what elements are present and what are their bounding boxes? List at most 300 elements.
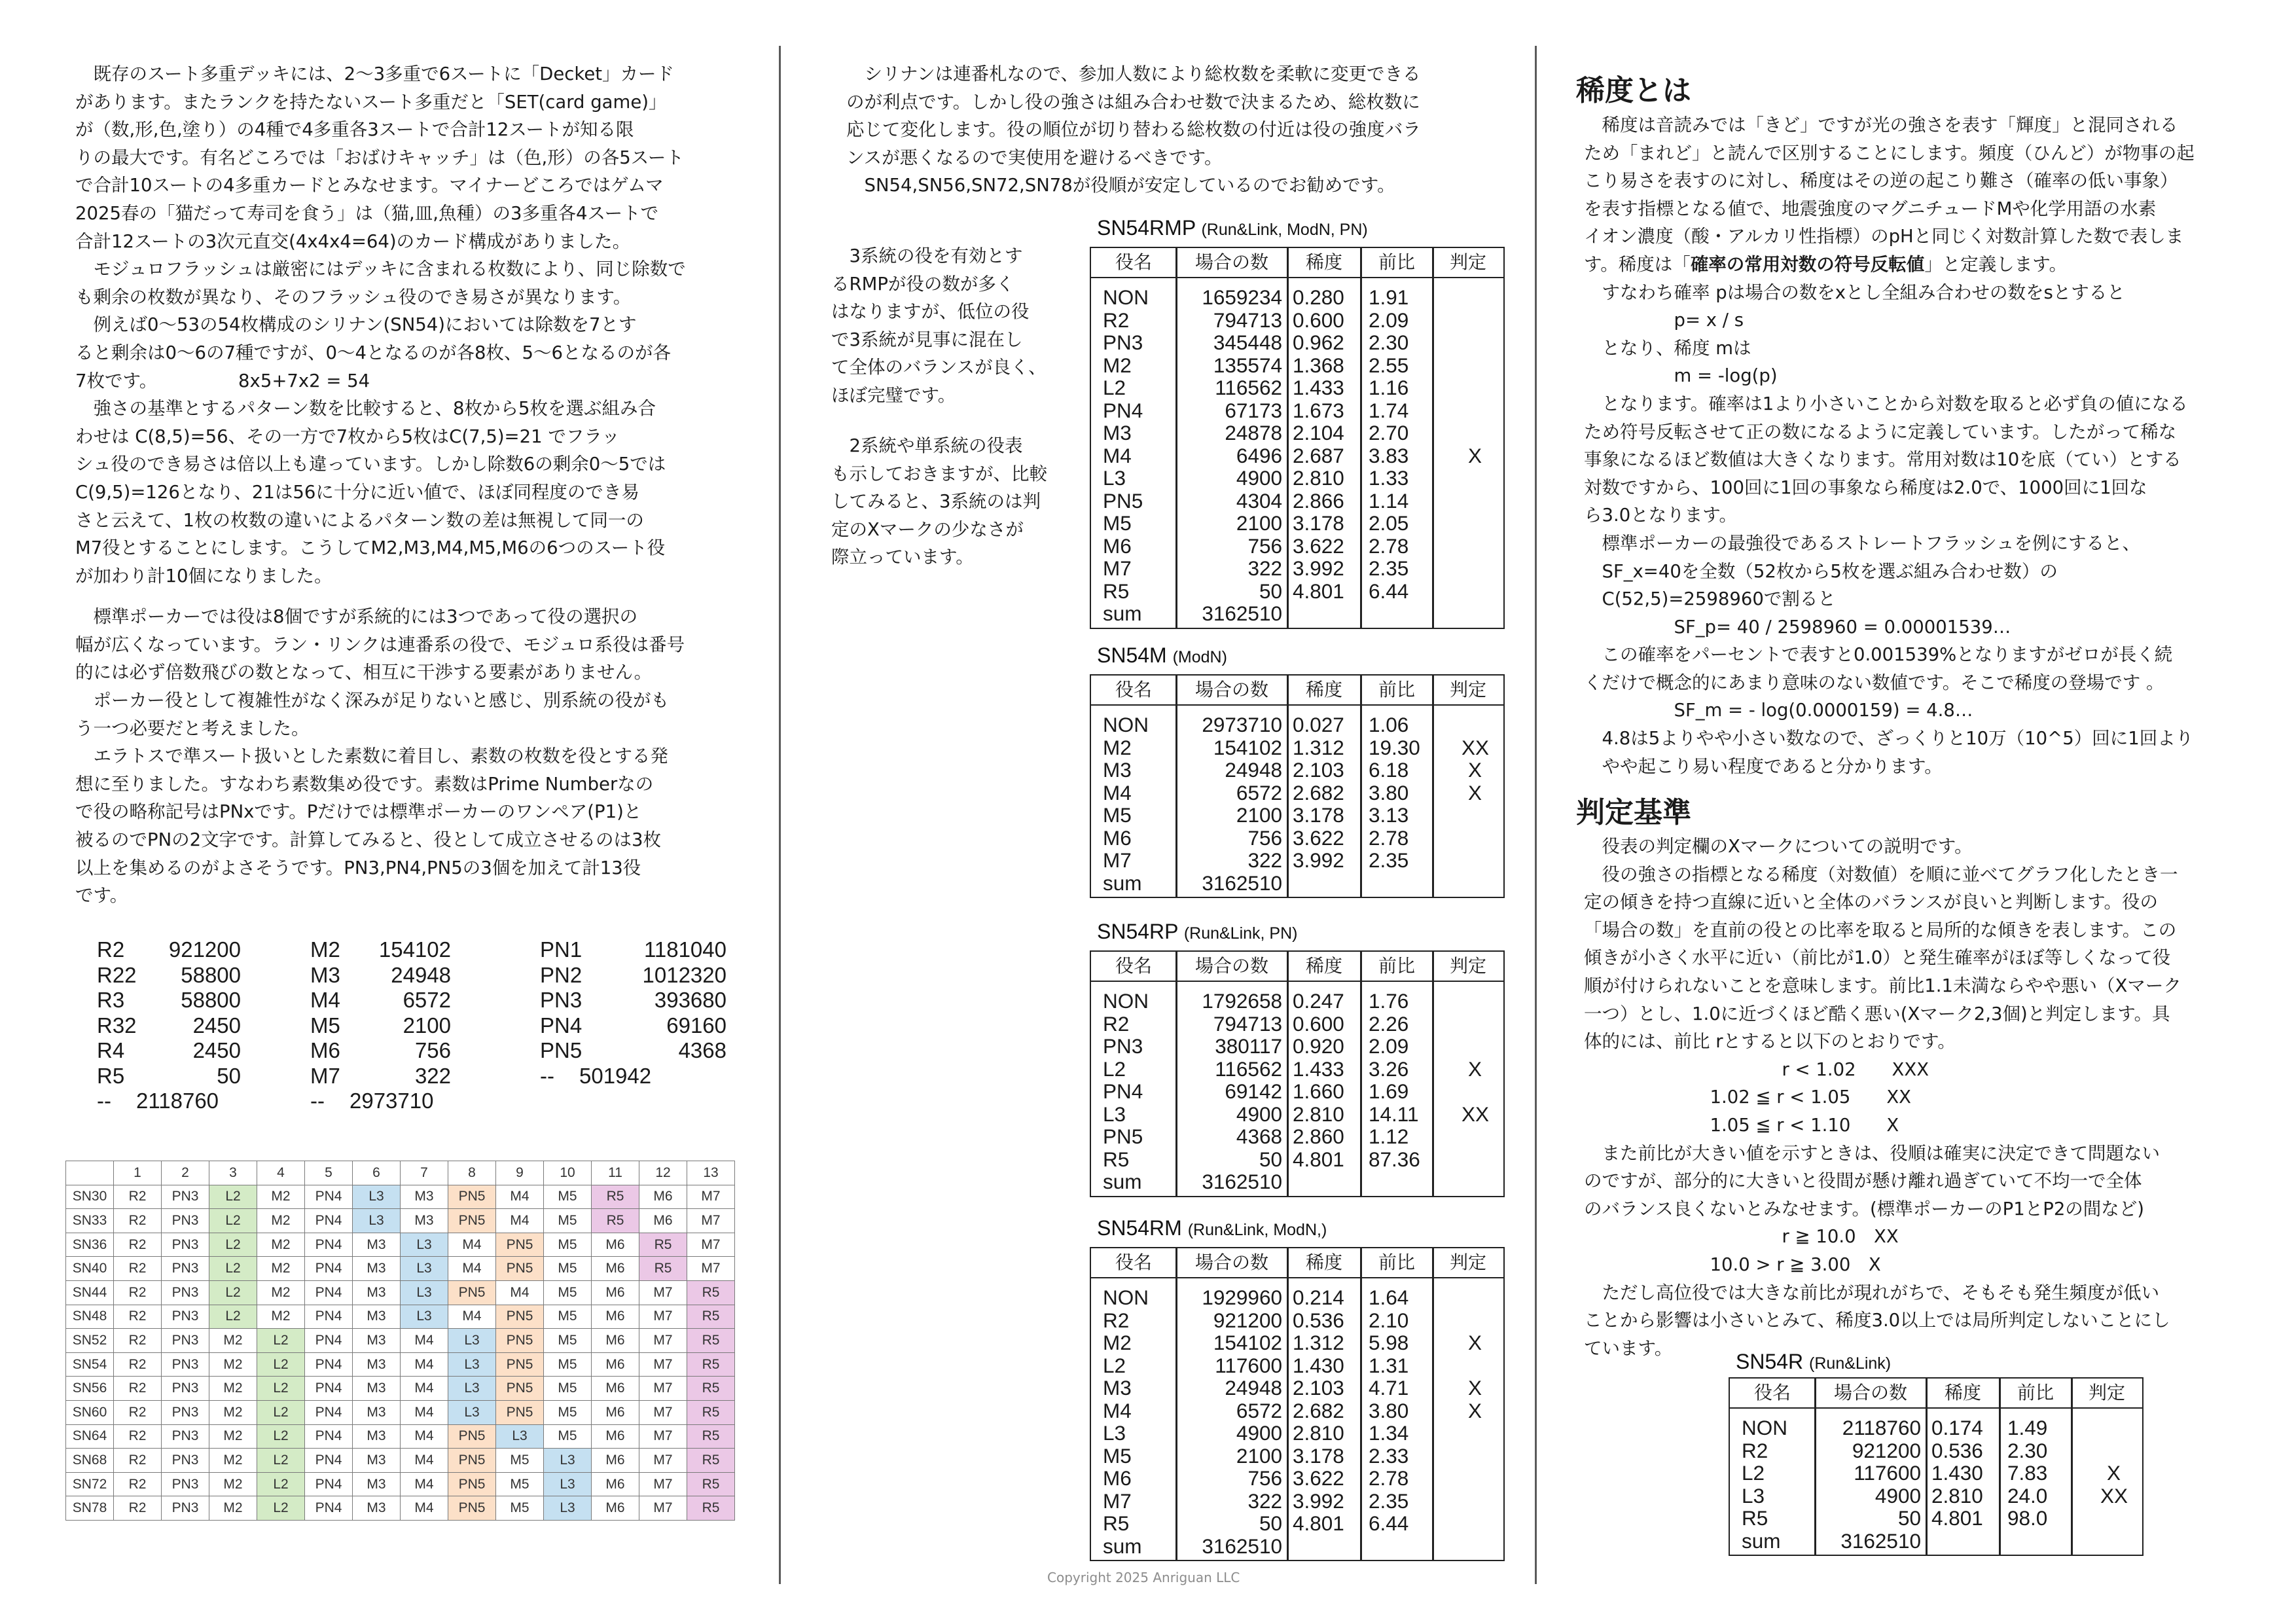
table-row (1091, 286, 1503, 309)
table-header (1091, 248, 1503, 278)
grid-cell: PN3 (162, 1424, 209, 1449)
ratio-value: 1.31 (1369, 1353, 1409, 1377)
grid-cell: PN4 (305, 1449, 353, 1473)
text-line: SF_p= 40 / 2598960 = 0.00001539… (1584, 616, 2011, 638)
grid-cell: PN3 (162, 1449, 209, 1473)
grid-cell: M3 (353, 1400, 401, 1424)
table-title (1097, 920, 1297, 944)
grid-header-cell: 5 (305, 1161, 353, 1185)
ratio-value: 19.30 (1369, 735, 1420, 759)
hand-name: PN3 (1103, 331, 1143, 354)
hand-name: R5 (1103, 579, 1130, 603)
text-line: 役表の判定欄のXマークについての説明です。 (1584, 836, 1973, 857)
grid-cell: M2 (209, 1329, 257, 1353)
grid-cell: L2 (257, 1472, 305, 1496)
count-row (540, 1013, 726, 1039)
hand-name: R2 (1103, 1308, 1130, 1332)
table-body (1091, 1286, 1503, 1557)
judgement-mark: X (1468, 1331, 1482, 1354)
rarity-value: 2.810 (1293, 466, 1344, 490)
grid-row (66, 1280, 735, 1305)
hand-count: 4900 (1236, 1421, 1282, 1445)
hand-count: 50 (1259, 579, 1282, 603)
hand-count: 501942 (579, 1063, 652, 1088)
table-header-cell: 判定 (1449, 955, 1486, 977)
hand-count: 1792658 (1202, 989, 1282, 1013)
text-line: 事象になるほど数値は大きくなります。常用対数は10を底（てい）とする (1584, 449, 2181, 471)
ratio-value: 2.78 (1369, 825, 1409, 850)
ratio-value: 3.80 (1369, 1398, 1409, 1422)
hand-count: 756 (1247, 1466, 1282, 1490)
text-line: ただし高位役では大きな前比が現れがちで、そもそも発生頻度が低い (1584, 1282, 2160, 1303)
grid-cell: M4 (401, 1352, 448, 1377)
grid-row-label: SN64 (66, 1424, 114, 1449)
grid-row (66, 1185, 735, 1209)
table-header-cell: 前比 (2017, 1382, 2054, 1403)
table-row (1730, 1416, 2142, 1439)
rarity-value: 0.536 (1293, 1308, 1344, 1332)
text-line: 既存のスート多重デッキには、2～3多重で6スートに「Decket」カード (75, 63, 675, 84)
grid-cell: L3 (544, 1496, 592, 1521)
grid-cell: L2 (257, 1400, 305, 1424)
ratio-value: 4.71 (1369, 1376, 1409, 1399)
text-line: のバランス良くないとみなせます。(標準ポーカーのP1とP2の間など) (1584, 1198, 2145, 1219)
table-row (1091, 1377, 1503, 1399)
ratio-value: 2.35 (1369, 1489, 1409, 1513)
grid-cell: R5 (687, 1400, 735, 1424)
grid-header-cell: 11 (592, 1161, 639, 1185)
grid-cell: L3 (448, 1400, 496, 1424)
grid-row-label: SN40 (66, 1257, 114, 1281)
rarity-value: 0.027 (1293, 713, 1344, 736)
grid-header-cell: 8 (448, 1161, 496, 1185)
text-line: さと云えて、1枚の枚数の違いによるパターン数の差は無視して同一の (75, 509, 644, 531)
text-line: となり、稀度 mは (1584, 337, 1751, 359)
hand-count: 116562 (1215, 1056, 1282, 1081)
table-row (1091, 804, 1503, 827)
grid-cell: L3 (401, 1280, 448, 1305)
hand-count: 24948 (1225, 758, 1282, 782)
rarity-value: 0.920 (1293, 1034, 1344, 1058)
hand-count: 24878 (1225, 421, 1282, 444)
column-divider-left (779, 46, 781, 1584)
text-line: C(52,5)=2598960で割ると (1584, 588, 1836, 610)
table-header-cell: 判定 (1449, 251, 1486, 273)
table-title-main: SN54R (1736, 1350, 1810, 1373)
hand-count: 1012320 (642, 962, 726, 987)
grid-cell: PN4 (305, 1257, 353, 1281)
ratio-value: 2.35 (1369, 556, 1409, 580)
left-hands-text (75, 603, 769, 910)
grid-header-cell: 4 (257, 1161, 305, 1185)
grid-cell: M2 (209, 1400, 257, 1424)
hand-name: M7 (1103, 556, 1132, 580)
grid-header-cell: 13 (687, 1161, 735, 1185)
ratio-value: 14.11 (1369, 1102, 1419, 1126)
rarity-value: 2.687 (1293, 443, 1344, 467)
ratio-value: 2.30 (1369, 331, 1409, 354)
hand-count: 4304 (1236, 488, 1282, 513)
hand-count: 322 (414, 1063, 451, 1088)
grid-row-label: SN72 (66, 1472, 114, 1496)
rarity-value: 0.280 (1293, 285, 1344, 309)
ratio-value: 87.36 (1369, 1147, 1420, 1171)
count-row (540, 1038, 726, 1064)
table-row (1091, 1354, 1503, 1377)
text-line: 7枚です。 8x5+7x2 = 54 (75, 370, 370, 391)
hand-name: M2 (310, 937, 340, 962)
grid-cell: R5 (687, 1305, 735, 1329)
side-note-rmp (831, 242, 1067, 410)
grid-row-label: SN60 (66, 1400, 114, 1424)
ratio-value: 1.14 (1369, 488, 1409, 513)
text-line: r < 1.02 XXX (1584, 1058, 1929, 1080)
grid-cell: PN5 (496, 1329, 544, 1353)
text-line: となります。確率は1より小さいことから対数を取ると必ず負の値になる (1584, 393, 2188, 414)
grid-cell: M2 (257, 1305, 305, 1329)
table-title-sub: (ModN) (1172, 648, 1227, 666)
table-header-cell: 場合の数 (1833, 1382, 1907, 1403)
grid-row-label: SN30 (66, 1185, 114, 1209)
text-line: を表す指標となる値で、地震強度のマグニチュードMや化学用語の水素 (1584, 198, 2157, 219)
hand-name: R32 (97, 1013, 137, 1038)
hand-count: 345448 (1213, 331, 1282, 354)
text-line: も剰余の枚数が異なり、そのフラッシュ役のでき易さが異なります。 (75, 286, 632, 308)
table-row (1091, 827, 1503, 850)
grid-cell: M4 (448, 1257, 496, 1281)
text-line: 標準ポーカーの最強役であるストレートフラッシュを例にすると、 (1584, 532, 2141, 554)
table-row (1091, 849, 1503, 872)
text-line: 「場合の数」を直前の役との比率を取ると局所的な傾きを表します。この (1584, 919, 2177, 941)
table-row (1091, 1467, 1503, 1490)
grid-cell: M4 (401, 1472, 448, 1496)
hand-name: -- (540, 1063, 554, 1088)
text-line: ています。 (1584, 1337, 1673, 1359)
hand-count: 67173 (1225, 398, 1282, 422)
grid-cell: PN4 (305, 1424, 353, 1449)
grid-cell: M3 (353, 1472, 401, 1496)
grid-cell: R2 (114, 1424, 162, 1449)
grid-cell: PN3 (162, 1305, 209, 1329)
grid-cell: M7 (639, 1496, 687, 1521)
text-line: モジュロフラッシュは厳密にはデッキに含まれる枚数により、同じ除数で (75, 259, 686, 280)
grid-cell: M2 (209, 1472, 257, 1496)
hand-name: R5 (97, 1063, 125, 1088)
judgement-mark: XX (1462, 1102, 1490, 1126)
grid-cell: PN4 (305, 1352, 353, 1377)
text-line: 合計12スートの3次元直交(4x4x4=64)のカード構成がありました。 (75, 230, 631, 252)
text-line: M7役とすることにします。こうしてM2,M3,M4,M5,M6の6つのスート役 (75, 537, 666, 559)
table-row (1091, 376, 1503, 399)
grid-cell: M3 (353, 1233, 401, 1257)
table-row (1730, 1462, 2142, 1485)
hand-name: PN2 (540, 962, 583, 987)
table-title (1097, 1216, 1327, 1240)
table-header-cell: 判定 (1449, 1252, 1486, 1273)
ratio-value: 3.13 (1369, 803, 1409, 827)
grid-cell: R2 (114, 1257, 162, 1281)
text-line: 10.0 > r ≧ 3.00 X (1584, 1254, 1881, 1275)
grid-cell: R2 (114, 1305, 162, 1329)
text-line: が（数,形,色,塗り）の4種で4多重各3スートで合計12スートが知る限 (75, 119, 634, 141)
grid-row (66, 1305, 735, 1329)
text-line: す。稀度は「確率の常用対数の符号反転値」と定義します。 (1584, 253, 2068, 275)
text-line: 一つ）とし、1.0に近づくほど酷く悪い(Xマーク2,3個)と判定します。具 (1584, 1003, 2170, 1024)
grid-header-cell (66, 1161, 114, 1185)
grid-cell: PN4 (305, 1329, 353, 1353)
grid-header-cell: 10 (544, 1161, 592, 1185)
grid-cell: M6 (592, 1424, 639, 1449)
hand-count: 322 (1247, 556, 1282, 580)
grid-cell: PN3 (162, 1257, 209, 1281)
text-line: 例えば0～53の54枚構成のシリナン(SN54)においては除数を7とす (75, 314, 637, 336)
hand-count: 4900 (1874, 1483, 1921, 1507)
grid-row-label: SN36 (66, 1233, 114, 1257)
text-line: ことから影響は小さいとみて、稀度3.0以上では局所判定しないことにし (1584, 1310, 2170, 1331)
rarity-value: 1.430 (1931, 1461, 1983, 1485)
rarity-value: 3.178 (1293, 511, 1344, 535)
table-row (1091, 1422, 1503, 1445)
text-line: ンスが悪くなるので実使用を避けるべきです。 (846, 147, 1223, 168)
grid-cell: PN5 (448, 1472, 496, 1496)
grid-cell: PN3 (162, 1233, 209, 1257)
ratio-value: 1.12 (1369, 1125, 1409, 1148)
text-line: 傾きが小さく水平に近い（前比が1.0）と発生確率がほぼ等しくなって役 (1584, 947, 2171, 969)
grid-cell: L2 (209, 1280, 257, 1305)
count-row (97, 1013, 241, 1039)
grid-cell: M2 (257, 1209, 305, 1233)
hand-count: 154102 (1213, 735, 1282, 759)
grid-cell: M6 (592, 1377, 639, 1401)
rarity-value: 3.622 (1293, 1466, 1344, 1490)
hand-count: 117600 (1854, 1461, 1921, 1485)
grid-cell: M6 (592, 1449, 639, 1473)
hand-count: 69160 (666, 1013, 726, 1038)
hand-name: R4 (97, 1038, 125, 1062)
text-line: SN54,SN56,SN72,SN78が役順が安定しているのでお勧めです。 (846, 175, 1395, 196)
grid-cell: M2 (257, 1280, 305, 1305)
grid-cell: M6 (639, 1185, 687, 1209)
table-row (1091, 1535, 1503, 1558)
grid-row-label: SN52 (66, 1329, 114, 1353)
grid-cell: M4 (448, 1305, 496, 1329)
hand-name: R5 (1742, 1506, 1768, 1530)
hand-name: M6 (1103, 1466, 1132, 1490)
hand-name: PN5 (1103, 488, 1143, 513)
hand-count: 4368 (1236, 1125, 1282, 1148)
grid-cell: PN3 (162, 1377, 209, 1401)
text-line: が加わり計10個になりました。 (75, 565, 332, 586)
table-row (1091, 535, 1503, 558)
column-divider-right (1535, 46, 1537, 1584)
rarity-value: 0.174 (1931, 1416, 1983, 1439)
rarity-value: 1.368 (1293, 353, 1344, 377)
grid-cell: R2 (114, 1377, 162, 1401)
rarity-value: 1.433 (1293, 1056, 1344, 1081)
grid-cell: M7 (639, 1400, 687, 1424)
ratio-value: 98.0 (2007, 1506, 2048, 1530)
hand-count: 50 (1259, 1511, 1282, 1535)
hand-name: M6 (1103, 825, 1132, 850)
hand-name: NON (1103, 989, 1149, 1013)
text-line: で合計10スートの4多重カードとみなせます。マイナーどころではゲムマ (75, 175, 664, 196)
hand-name: M5 (1103, 803, 1132, 827)
table-row (1091, 1148, 1503, 1171)
table-row (1091, 467, 1503, 490)
judgement-mark: X (1468, 443, 1482, 467)
grid-cell: M5 (544, 1424, 592, 1449)
hand-name: M3 (1103, 421, 1132, 444)
hand-name: R2 (1103, 1011, 1130, 1036)
text-line: すなわち確率 pは場合の数をxとし全組み合わせの数をsとすると (1584, 281, 2125, 303)
grid-cell: M4 (401, 1377, 448, 1401)
judgement-mark: X (1468, 1376, 1482, 1399)
table-header-cell: 役名 (1753, 1382, 1791, 1403)
count-row (97, 988, 241, 1013)
table-row (1091, 990, 1503, 1013)
grid-cell: M5 (544, 1400, 592, 1424)
grid-cell: R5 (687, 1449, 735, 1473)
table-row (1091, 512, 1503, 535)
hand-name: L3 (1103, 1102, 1126, 1126)
grid-row-label: SN33 (66, 1209, 114, 1233)
hand-name: sum (1103, 602, 1142, 625)
hand-name: M4 (1103, 443, 1132, 467)
grid-cell: R5 (687, 1496, 735, 1521)
grid-header-cell: 9 (496, 1161, 544, 1185)
text-line: やや起こり易い程度であると分かります。 (1584, 755, 1943, 777)
grid-cell: M7 (687, 1257, 735, 1281)
grid-cell: L3 (448, 1352, 496, 1377)
text-line: 1.02 ≦ r < 1.05 XX (1584, 1087, 1911, 1108)
text-line: 定の傾きを持つ直線に近いと全体のバランスが良いと判断します。役の (1584, 892, 2158, 913)
judgement-mark: X (2107, 1461, 2121, 1485)
grid-header-cell: 3 (209, 1161, 257, 1185)
grid-cell: M4 (401, 1496, 448, 1521)
grid-cell: M5 (544, 1280, 592, 1305)
grid-cell: R5 (592, 1209, 639, 1233)
hand-name: PN4 (540, 1013, 583, 1038)
hand-name: L2 (1103, 376, 1126, 399)
hand-count: 3162510 (1202, 602, 1282, 625)
table-row (1730, 1439, 2142, 1462)
hand-count: 6572 (1236, 780, 1282, 804)
hand-name: PN1 (540, 937, 583, 962)
hand-name: PN5 (1103, 1125, 1143, 1148)
text-line: のですが、部分的に大きいと役間が懸け離れ過ぎていて不均一で全体 (1584, 1170, 2142, 1192)
table-row (1730, 1485, 2142, 1507)
table-row (1091, 1490, 1503, 1513)
table-row (1091, 444, 1503, 467)
grid-cell: L2 (209, 1209, 257, 1233)
text-line: エラトスで準スート扱いとした素数に着目し、素数の枚数を役とする発 (75, 746, 668, 767)
table-title (1736, 1350, 1891, 1374)
grid-cell: M5 (544, 1233, 592, 1257)
ratio-value: 3.26 (1369, 1056, 1409, 1081)
text-line: SF_x=40を全数（52枚から5枚を選ぶ組み合わせ数）の (1584, 560, 2058, 582)
count-row (97, 1064, 241, 1089)
table-row (1091, 713, 1503, 736)
table-row (1091, 736, 1503, 759)
ratio-value: 1.06 (1369, 713, 1409, 736)
grid-cell: R2 (114, 1496, 162, 1521)
table-row (1091, 872, 1503, 895)
grid-cell: M5 (544, 1305, 592, 1329)
text-line: 1.05 ≦ r < 1.10 X (1584, 1114, 1899, 1136)
ratio-value: 2.70 (1369, 421, 1409, 444)
text-line: りの最大です。有名どころでは「おばけキャッチ」は（色,形）の各5スート (75, 147, 684, 168)
text-line: p= x / s (1584, 310, 1744, 331)
count-row (310, 937, 451, 963)
grid-cell: L2 (209, 1185, 257, 1209)
text-line: はなりますが、低位の役 (831, 301, 1030, 323)
grid-cell: M3 (353, 1352, 401, 1377)
grid-cell: M2 (209, 1449, 257, 1473)
hand-name: M6 (1103, 533, 1132, 558)
hand-count: 50 (217, 1063, 241, 1088)
grid-row-label: SN78 (66, 1496, 114, 1521)
text-line: イオン濃度（酸・アルカリ性指標）のpHと同じく対数計算した数で表しま (1584, 226, 2184, 247)
hand-count: 921200 (1852, 1438, 1921, 1462)
mod-count-list (310, 937, 451, 1114)
table-title-main: SN54RMP (1097, 216, 1202, 240)
rarity-value: 0.962 (1293, 331, 1344, 354)
table-header-cell: 稀度 (1944, 1382, 1981, 1403)
text-line: です。 (75, 885, 128, 907)
grid-header-cell: 7 (401, 1161, 448, 1185)
grid-cell: L3 (544, 1472, 592, 1496)
grid-cell: L2 (257, 1377, 305, 1401)
count-row (310, 963, 451, 988)
prime-count-list (540, 937, 726, 1089)
hand-count: 921200 (1213, 1308, 1282, 1332)
grid-cell: R5 (687, 1329, 735, 1353)
table-row (1091, 602, 1503, 625)
grid-cell: R5 (687, 1352, 735, 1377)
grid-row (66, 1257, 735, 1281)
grid-cell: M3 (353, 1377, 401, 1401)
grid-cell: PN3 (162, 1185, 209, 1209)
grid-cell: L3 (401, 1305, 448, 1329)
text-line: m = -log(p) (1584, 365, 1778, 387)
rarity-value: 1.673 (1293, 398, 1344, 422)
table-row (1091, 331, 1503, 354)
table-header-cell: 判定 (2088, 1382, 2125, 1403)
ratio-value: 6.44 (1369, 1511, 1409, 1535)
rarity-value: 3.992 (1293, 848, 1344, 872)
hand-name: M7 (1103, 848, 1132, 872)
ratio-value: 2.35 (1369, 848, 1409, 872)
grid-cell: M6 (592, 1305, 639, 1329)
grid-cell: PN4 (305, 1472, 353, 1496)
grid-cell: M5 (544, 1185, 592, 1209)
grid-row (66, 1352, 735, 1377)
rarity-value: 0.214 (1293, 1286, 1344, 1309)
hand-count-lists (97, 937, 751, 1121)
grid-cell: PN4 (305, 1185, 353, 1209)
table-title-sub: (Run&Link, ModN,) (1187, 1221, 1327, 1239)
rarity-value: 3.992 (1293, 556, 1344, 580)
table-header-cell: 前比 (1378, 679, 1415, 700)
table-header-cell: 役名 (1115, 955, 1152, 977)
grid-cell: PN4 (305, 1209, 353, 1233)
count-row (310, 1038, 451, 1064)
hand-name: M3 (1103, 1376, 1132, 1399)
grid-cell: R5 (639, 1257, 687, 1281)
hand-name: M6 (310, 1038, 340, 1062)
grid-cell: M6 (592, 1329, 639, 1353)
grid-cell: M4 (496, 1209, 544, 1233)
